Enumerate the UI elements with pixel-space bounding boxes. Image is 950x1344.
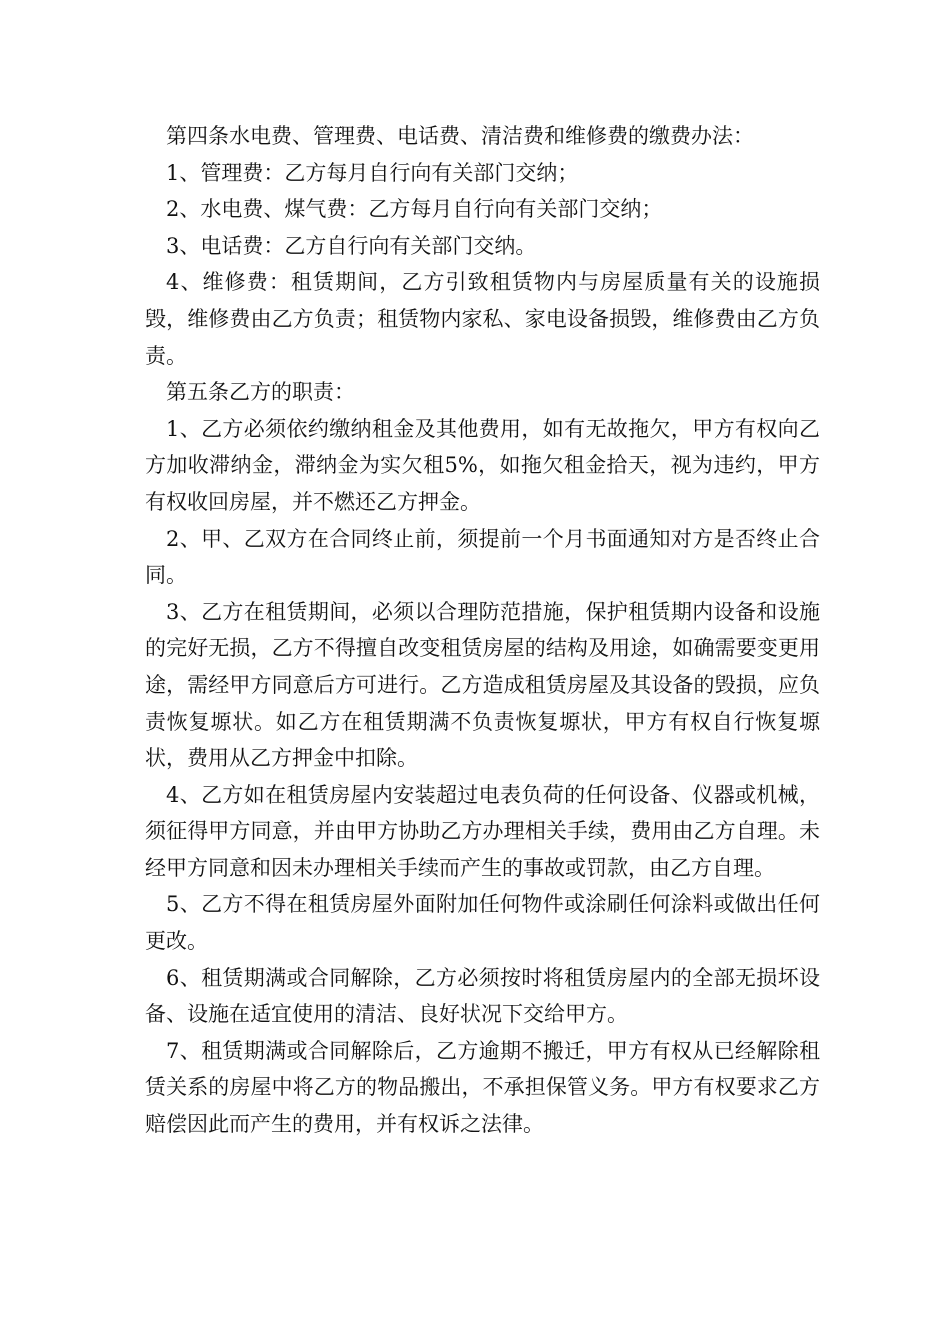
clause-4-heading: 第四条水电费、管理费、电话费、清洁费和维修费的缴费办法： xyxy=(166,124,754,148)
document-body xyxy=(145,118,820,1143)
clause-5-item-3: 3、乙方在租赁期间，必须以合理防范措施，保护租赁期内设备和设施的完好无损，乙方不得擅自改变租赁房屋的结构及用途，如确需要变更用途，需经甲方同意后方可进行。乙方造成租赁房屋及其设备的毁损，应负责恢复塬状。如乙方在租赁期满不负责恢复塬状，甲方有权自行恢复塬状，费用从乙方押金中扣除。 xyxy=(145,599,820,771)
clause-5-item-7: 7、租赁期满或合同解除后，乙方逾期不搬迁，甲方有权从已经解除租赁关系的房屋中将乙方的物品搬出，不承担保管义务。甲方有权要求乙方赔偿因此而产生的费用，并有权诉之法律。 xyxy=(145,1038,820,1137)
clause-5-item-6: 6、租赁期满或合同解除，乙方必须按时将租赁房屋内的全部无损坏设备、设施在适宜使用的清洁、良好状况下交给甲方。 xyxy=(145,965,820,1027)
clause-4-item-3: 3、电话费：乙方自行向有关部门交纳。 xyxy=(166,233,537,258)
clause-5-heading: 第五条乙方的职责： xyxy=(166,380,355,405)
clause-4-item-2: 2、水电费、煤气费：乙方每月自行向有关部门交纳； xyxy=(166,197,663,222)
clause-5-item-5: 5、乙方不得在租赁房屋外面附加任何物件或涂刷任何涂料或做出任何更改。 xyxy=(145,892,820,954)
clause-5-item-2: 2、甲、乙双方在合同终止前，须提前一个月书面通知对方是否终止合同。 xyxy=(145,526,820,588)
clause-4-item-1: 1、管理费：乙方每月自行向有关部门交纳； xyxy=(166,160,579,185)
clause-5-item-4: 4、乙方如在租赁房屋内安装超过电表负荷的任何设备、仪器或机械，须征得甲方同意，并由甲方协助乙方办理相关手续，费用由乙方自理。未经甲方同意和因未办理相关手续而产生的事故或罚款，由乙方自理。 xyxy=(145,782,820,880)
clause-5-item-1: 1、乙方必须依约缴纳租金及其他费用，如有无故拖欠，甲方有权向乙方加收滞纳金，滞纳金为实欠租5%，如拖欠租金拾天，视为违约，甲方有权收回房屋，并不燃还乙方押金。 xyxy=(145,416,820,514)
clause-4-item-4: 4、维修费：租赁期间，乙方引致租赁物内与房屋质量有关的设施损毁，维修费由乙方负责；租赁物内家私、家电设备损毁，维修费由乙方负责。 xyxy=(145,270,820,368)
